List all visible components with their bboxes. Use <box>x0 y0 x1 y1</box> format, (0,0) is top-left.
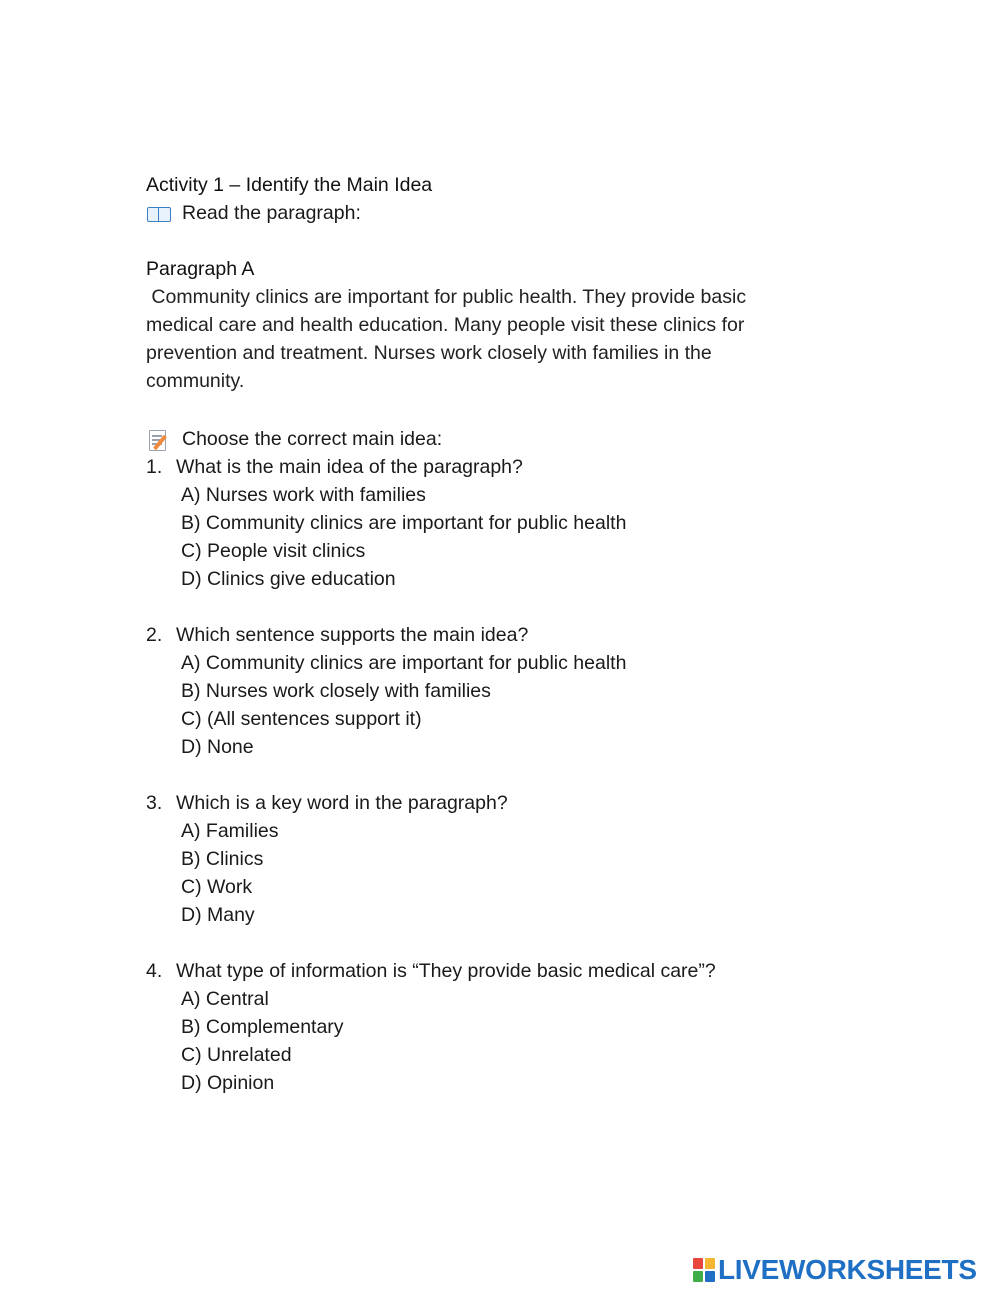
memo-icon <box>146 428 172 450</box>
choose-instruction-text: Choose the correct main idea: <box>182 428 443 450</box>
logo-tile <box>705 1258 715 1269</box>
logo-text: LIVEWORKSHEETS <box>718 1254 977 1285</box>
answer-option[interactable]: D) None <box>181 736 254 758</box>
paragraph-line: community. <box>146 370 245 392</box>
question-stem <box>146 621 826 649</box>
paragraph-line: medical care and health education. Many people visit these clinics for <box>146 314 745 336</box>
logo-tile <box>693 1271 703 1282</box>
worksheet-content <box>146 171 826 1097</box>
answer-option[interactable]: B) Nurses work closely with families <box>181 680 491 702</box>
question-text: Which is a key word in the paragraph? <box>176 792 508 814</box>
answer-option[interactable]: A) Central <box>181 988 269 1010</box>
answer-option[interactable]: D) Many <box>181 904 255 926</box>
answer-option[interactable]: B) Complementary <box>181 1016 344 1038</box>
answer-option[interactable]: C) People visit clinics <box>181 540 366 562</box>
open-book-icon <box>146 202 172 224</box>
answer-option[interactable]: A) Families <box>181 820 279 842</box>
activity-title: Activity 1 – Identify the Main Idea <box>146 174 433 196</box>
question-text: What is the main idea of the paragraph? <box>176 456 523 478</box>
read-instruction <box>146 199 826 227</box>
answer-option[interactable]: A) Nurses work with families <box>181 484 426 506</box>
question-text: Which sentence supports the main idea? <box>176 624 529 646</box>
answer-option[interactable]: B) Community clinics are important for public health <box>181 512 627 534</box>
answer-option[interactable]: C) Unrelated <box>181 1044 292 1066</box>
answer-option[interactable]: D) Opinion <box>181 1072 275 1094</box>
question-2 <box>146 621 826 761</box>
question-3 <box>146 789 826 929</box>
question-stem <box>146 453 826 481</box>
question-4 <box>146 957 826 1097</box>
choose-instruction <box>146 425 826 453</box>
question-text: What type of information is “They provide basic medical care”? <box>176 960 716 982</box>
paragraph-line: prevention and treatment. Nurses work closely with families in the <box>146 342 712 364</box>
answer-option[interactable]: C) Work <box>181 876 253 898</box>
read-instruction-text: Read the paragraph: <box>182 202 361 224</box>
question-number: 2. <box>146 624 163 646</box>
logo-tile <box>705 1271 715 1282</box>
paragraph-line: Community clinics are important for public health. They provide basic <box>146 286 747 308</box>
answer-option[interactable]: D) Clinics give education <box>181 568 396 590</box>
logo-mark-icon <box>693 1258 715 1282</box>
question-number: 3. <box>146 792 163 814</box>
question-stem <box>146 789 826 817</box>
answer-option[interactable]: C) (All sentences support it) <box>181 708 422 730</box>
logo-tile <box>693 1258 703 1269</box>
paragraph-body <box>146 283 806 395</box>
liveworksheets-logo <box>693 1253 977 1287</box>
question-number: 1. <box>146 456 163 478</box>
answer-option[interactable]: A) Community clinics are important for public health <box>181 652 627 674</box>
question-stem <box>146 957 826 985</box>
question-1 <box>146 453 826 593</box>
answer-option[interactable]: B) Clinics <box>181 848 264 870</box>
question-number: 4. <box>146 960 163 982</box>
paragraph-heading: Paragraph A <box>146 258 255 280</box>
